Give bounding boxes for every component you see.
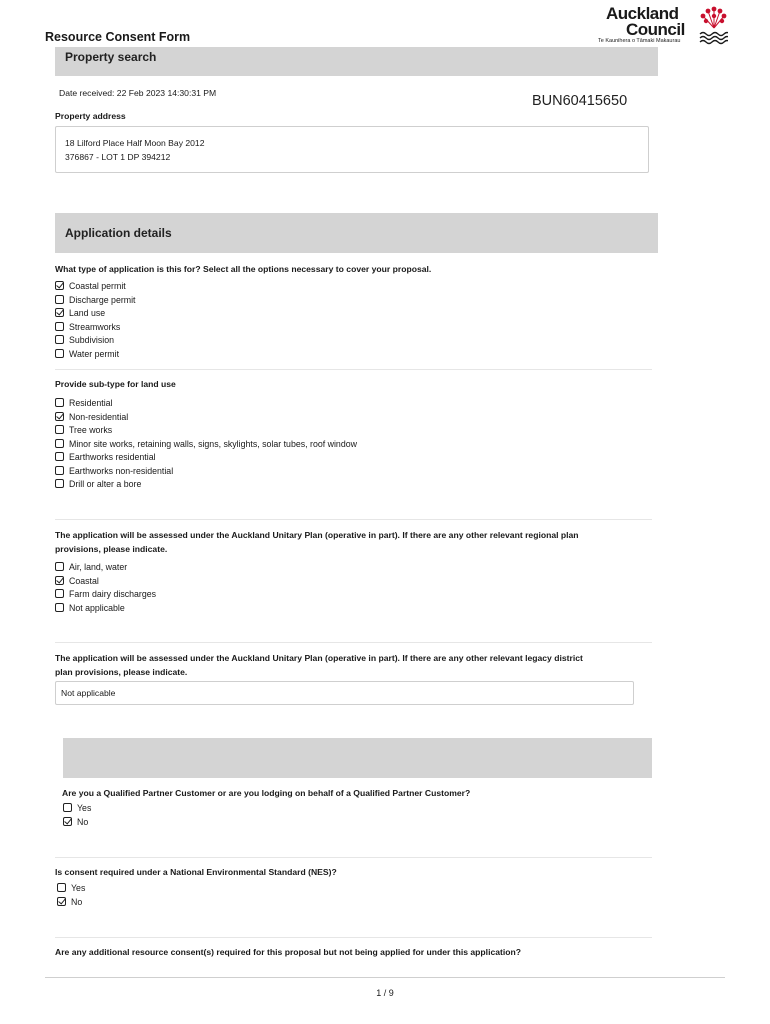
divider bbox=[55, 369, 652, 370]
application-type-option-label: Coastal permit bbox=[69, 281, 126, 291]
partner-option[interactable] bbox=[63, 802, 91, 816]
district-plan-answer: Not applicable bbox=[61, 688, 116, 698]
date-received: Date received: 22 Feb 2023 14:30:31 PM bbox=[59, 88, 217, 98]
unchecked-checkbox-icon[interactable] bbox=[55, 466, 64, 475]
application-details-header bbox=[55, 213, 658, 253]
application-type-option-label: Streamworks bbox=[69, 321, 121, 332]
land-use-subtype-option-label: Residential bbox=[69, 398, 113, 408]
land-use-subtype-option-label: Non-residential bbox=[69, 411, 129, 422]
divider bbox=[55, 519, 652, 520]
unchecked-checkbox-icon[interactable] bbox=[57, 883, 66, 892]
logo-text-council: Council bbox=[626, 20, 685, 39]
unchecked-checkbox-icon[interactable] bbox=[55, 562, 64, 571]
divider bbox=[55, 857, 652, 858]
partner-option-label: No bbox=[77, 817, 89, 827]
regional-plan-question-line-1: The application will be assessed under the Auckland Unitary Plan (operative in part). If there are any other relevant regional plan bbox=[55, 530, 579, 540]
land-use-subtype-option[interactable] bbox=[55, 465, 173, 479]
regional-plan-option-label: Farm dairy discharges bbox=[69, 589, 157, 599]
land-use-subtype-option-label: Tree works bbox=[69, 425, 113, 435]
regional-plan-option[interactable] bbox=[55, 575, 99, 589]
address-line-2: 376867 - LOT 1 DP 394212 bbox=[65, 152, 171, 162]
partner-option[interactable] bbox=[63, 816, 88, 830]
checked-checkbox-icon[interactable] bbox=[63, 817, 72, 826]
regional-plan-question-line-2: provisions, please indicate. bbox=[55, 543, 168, 554]
application-type-option[interactable] bbox=[55, 348, 119, 362]
regional-plan-option[interactable] bbox=[55, 602, 125, 616]
land-use-subtype-option[interactable] bbox=[55, 451, 156, 465]
checked-checkbox-icon[interactable] bbox=[55, 576, 64, 585]
application-type-option-label: Land use bbox=[69, 308, 106, 318]
partner-question: Are you a Qualified Partner Customer or are you lodging on behalf of a Qualified Partner Customer? bbox=[62, 788, 471, 798]
unchecked-checkbox-icon[interactable] bbox=[55, 398, 64, 407]
district-plan-question-line-2: plan provisions, please indicate. bbox=[55, 666, 188, 677]
divider bbox=[55, 642, 652, 643]
regional-plan-option-label: Air, land, water bbox=[69, 562, 128, 572]
logo-text-auckland: Auckland bbox=[606, 4, 679, 23]
unchecked-checkbox-icon[interactable] bbox=[55, 589, 64, 598]
regional-plan-option-label: Coastal bbox=[69, 575, 99, 586]
checked-checkbox-icon[interactable] bbox=[55, 281, 64, 290]
application-type-option[interactable] bbox=[55, 307, 105, 321]
land-use-subtype-option[interactable] bbox=[55, 424, 112, 438]
land-use-subtype-option-label: Drill or alter a bore bbox=[69, 479, 142, 489]
nes-option[interactable] bbox=[57, 896, 82, 910]
regional-plan-option[interactable] bbox=[55, 588, 156, 602]
district-plan-question-line-1: The application will be assessed under the Auckland Unitary Plan (operative in part). If there are any other relevant legacy district bbox=[55, 653, 583, 663]
regional-plan-option[interactable] bbox=[55, 561, 127, 575]
regional-plan-option-label: Not applicable bbox=[69, 602, 125, 613]
application-type-option[interactable] bbox=[55, 321, 120, 335]
checked-checkbox-icon[interactable] bbox=[57, 897, 66, 906]
property-search-heading: Property search bbox=[65, 50, 157, 64]
application-type-option-label: Discharge permit bbox=[69, 294, 136, 305]
footer-divider bbox=[45, 977, 725, 978]
property-address-box bbox=[55, 126, 649, 173]
land-use-subtype-option[interactable] bbox=[55, 411, 128, 425]
property-address-label: Property address bbox=[55, 111, 126, 121]
logo-tagline: Te Kaunihera o Tāmaki Makaurau bbox=[598, 38, 681, 44]
unchecked-checkbox-icon[interactable] bbox=[55, 349, 64, 358]
land-use-subtype-option[interactable] bbox=[55, 397, 113, 411]
divider bbox=[55, 937, 652, 938]
form-title: Resource Consent Form bbox=[45, 30, 191, 44]
land-use-subtype-option[interactable] bbox=[55, 478, 141, 492]
nes-option[interactable] bbox=[57, 882, 85, 896]
nes-option-label: Yes bbox=[71, 883, 86, 893]
unchecked-checkbox-icon[interactable] bbox=[55, 452, 64, 461]
nes-question: Is consent required under a National Environmental Standard (NES)? bbox=[55, 867, 337, 877]
application-details-heading: Application details bbox=[65, 226, 172, 240]
unchecked-checkbox-icon[interactable] bbox=[55, 439, 64, 448]
partner-option-label: Yes bbox=[77, 803, 92, 813]
application-type-option[interactable] bbox=[55, 334, 114, 348]
subtype-question: Provide sub-type for land use bbox=[55, 379, 176, 389]
unchecked-checkbox-icon[interactable] bbox=[55, 479, 64, 488]
page-number: 1 / 9 bbox=[376, 988, 394, 998]
checked-checkbox-icon[interactable] bbox=[55, 412, 64, 421]
application-type-option-label: Water permit bbox=[69, 348, 120, 359]
reference-number: BUN60415650 bbox=[532, 93, 628, 109]
address-line-1: 18 Lilford Place Half Moon Bay 2012 bbox=[65, 138, 205, 148]
unchecked-checkbox-icon[interactable] bbox=[55, 322, 64, 331]
application-type-option-label: Subdivision bbox=[69, 335, 114, 345]
land-use-subtype-option-label: Minor site works, retaining walls, signs, skylights, solar tubes, roof window bbox=[69, 438, 357, 449]
property-search-header bbox=[55, 47, 658, 76]
nes-option-label: No bbox=[71, 897, 83, 907]
unchecked-checkbox-icon[interactable] bbox=[55, 295, 64, 304]
land-use-subtype-option-label: Earthworks non-residential bbox=[69, 465, 174, 476]
unchecked-checkbox-icon[interactable] bbox=[63, 803, 72, 812]
checked-checkbox-icon[interactable] bbox=[55, 308, 64, 317]
regional-plan-question bbox=[55, 529, 655, 556]
unchecked-checkbox-icon[interactable] bbox=[55, 603, 64, 612]
land-use-subtype-option-label: Earthworks residential bbox=[69, 452, 156, 462]
unchecked-checkbox-icon[interactable] bbox=[55, 425, 64, 434]
unchecked-checkbox-icon[interactable] bbox=[55, 335, 64, 344]
application-type-question: What type of application is this for? Select all the options necessary to cover your proposal. bbox=[55, 264, 432, 274]
application-type-option[interactable] bbox=[55, 294, 136, 308]
district-plan-question bbox=[55, 652, 655, 679]
application-type-option[interactable] bbox=[55, 280, 126, 294]
section-header-bar bbox=[63, 738, 652, 778]
additional-consent-question: Are any additional resource consent(s) required for this proposal but not being applied for under this application? bbox=[55, 947, 522, 957]
district-plan-answer-box[interactable] bbox=[55, 681, 634, 705]
land-use-subtype-option[interactable] bbox=[55, 438, 357, 452]
